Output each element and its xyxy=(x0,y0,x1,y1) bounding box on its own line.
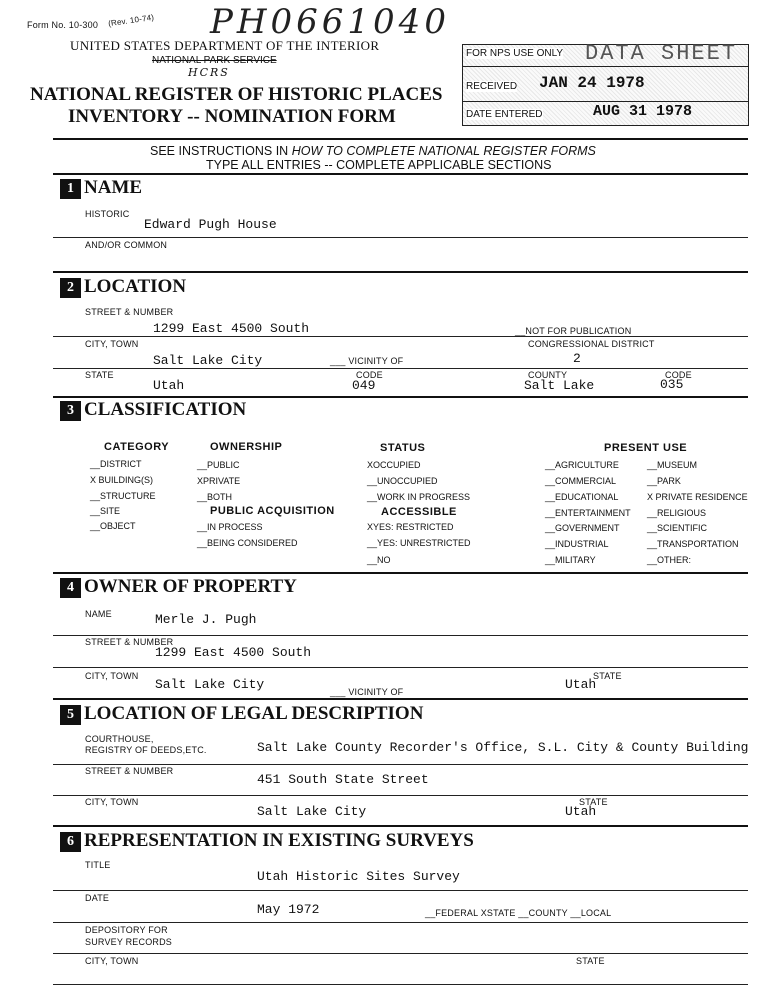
owner-vicinity-label: ___ VICINITY OF xyxy=(330,687,404,697)
rule xyxy=(53,953,748,954)
rule xyxy=(53,173,748,175)
use-option: __MILITARY xyxy=(545,555,596,565)
owner-city-value: Salt Lake City xyxy=(155,677,265,692)
use-option: X PRIVATE RESIDENCE xyxy=(647,492,748,502)
accessible-option: __NO xyxy=(367,555,391,565)
use-option: __AGRICULTURE xyxy=(545,460,619,470)
congressional-district-value: 2 xyxy=(573,351,581,366)
owner-name-label: NAME xyxy=(85,609,112,619)
courthouse-value: Salt Lake County Recorder's Office, S.L. City & County Building xyxy=(257,740,749,755)
received-stamp: JAN 24 1978 xyxy=(539,74,645,92)
category-option: __DISTRICT xyxy=(90,459,142,469)
nps-divider xyxy=(463,101,748,102)
section-number: 5 xyxy=(60,705,81,725)
date-entered-label: DATE ENTERED xyxy=(466,109,543,120)
category-option: __OBJECT xyxy=(90,521,136,531)
use-option: __OTHER: xyxy=(647,555,692,565)
category-option: __SITE xyxy=(90,506,121,516)
acquisition-option: __IN PROCESS xyxy=(197,522,263,532)
nps-use-label: FOR NPS USE ONLY xyxy=(466,48,564,59)
depository-city-label: CITY, TOWN xyxy=(85,956,139,966)
rule xyxy=(53,764,748,765)
rule xyxy=(53,635,748,636)
received-label: RECEIVED xyxy=(466,81,518,92)
rule xyxy=(53,922,748,923)
use-option: __RELIGIOUS xyxy=(647,508,707,518)
category-heading: CATEGORY xyxy=(104,441,170,453)
rule xyxy=(53,667,748,668)
present-use-heading: PRESENT USE xyxy=(604,442,688,454)
nps-use-box xyxy=(462,41,749,126)
rule xyxy=(53,890,748,891)
use-option: __SCIENTIFIC xyxy=(647,523,708,533)
street-value: 1299 East 4500 South xyxy=(153,321,310,336)
rule xyxy=(53,237,748,238)
section-number: 6 xyxy=(60,832,81,852)
acquisition-option: __BEING CONSIDERED xyxy=(197,538,298,548)
section-title: NAME xyxy=(84,177,143,198)
rule xyxy=(53,138,748,140)
owner-state-label: STATE xyxy=(593,671,622,681)
rule xyxy=(53,368,748,369)
legal-street-value: 451 South State Street xyxy=(257,772,429,787)
section-number: 3 xyxy=(60,401,81,421)
state-value: Utah xyxy=(153,378,185,393)
historic-label: HISTORIC xyxy=(85,209,130,219)
instructions-text: SEE INSTRUCTIONS IN xyxy=(150,144,292,158)
legal-city-label: CITY, TOWN xyxy=(85,797,139,807)
common-name-label: AND/OR COMMON xyxy=(85,240,168,250)
legal-street-label: STREET & NUMBER xyxy=(85,766,174,776)
ownership-heading: OWNERSHIP xyxy=(210,441,283,453)
state-label: STATE xyxy=(85,370,114,380)
depository-state-label: STATE xyxy=(576,956,605,966)
use-option: __COMMERCIAL xyxy=(545,476,617,486)
legal-state-label: STATE xyxy=(579,797,608,807)
accessible-heading: ACCESSIBLE xyxy=(381,506,457,518)
instructions-reference: HOW TO COMPLETE NATIONAL REGISTER FORMS xyxy=(291,144,596,158)
rule xyxy=(53,795,748,796)
owner-city-label: CITY, TOWN xyxy=(85,671,139,681)
public-acquisition-heading: PUBLIC ACQUISITION xyxy=(210,505,335,517)
county-value: Salt Lake xyxy=(524,378,595,393)
use-option: __EDUCATIONAL xyxy=(545,492,619,502)
rule xyxy=(53,572,748,574)
code-label: CODE xyxy=(356,370,383,380)
county-code-label: CODE xyxy=(665,370,692,380)
use-option: __INDUSTRIAL xyxy=(545,539,609,549)
county-code-value: 035 xyxy=(660,377,684,392)
survey-date-value: May 1972 xyxy=(257,902,320,917)
rule xyxy=(53,984,748,985)
use-option: __GOVERNMENT xyxy=(545,523,620,533)
use-option: __ENTERTAINMENT xyxy=(545,508,631,518)
survey-title-label: TITLE xyxy=(85,860,111,870)
section-title: CLASSIFICATION xyxy=(84,399,247,420)
use-option: __MUSEUM xyxy=(647,460,698,470)
code-value: 049 xyxy=(352,378,376,393)
handwritten-hcrs: HCRS xyxy=(188,66,230,79)
status-option: __UNOCCUPIED xyxy=(367,476,438,486)
depository-label: DEPOSITORY FOR xyxy=(85,925,168,935)
survey-records-label: SURVEY RECORDS xyxy=(85,937,172,947)
section-number: 2 xyxy=(60,278,81,298)
form-title-line1: NATIONAL REGISTER OF HISTORIC PLACES xyxy=(30,84,443,105)
form-number: Form No. 10-300 xyxy=(27,20,99,30)
section-number: 1 xyxy=(60,179,81,199)
use-option: __PARK xyxy=(647,476,681,486)
section-title: LOCATION xyxy=(84,276,187,297)
form-title-line2: INVENTORY -- NOMINATION FORM xyxy=(68,106,396,127)
status-option: XOCCUPIED xyxy=(367,460,421,470)
city-label: CITY, TOWN xyxy=(85,339,139,349)
ownership-option: __BOTH xyxy=(197,492,233,502)
nps-divider xyxy=(463,66,748,67)
legal-city-value: Salt Lake City xyxy=(257,804,367,819)
not-for-publication: __NOT FOR PUBLICATION xyxy=(515,326,632,336)
form-revision: (Rev. 10-74) xyxy=(107,12,155,29)
courthouse-label: COURTHOUSE, xyxy=(85,734,154,744)
accessible-option: __YES: UNRESTRICTED xyxy=(367,538,471,548)
registry-label: REGISTRY OF DEEDS,ETC. xyxy=(85,745,207,755)
city-value: Salt Lake City xyxy=(153,353,263,368)
accessible-option: XYES: RESTRICTED xyxy=(367,522,454,532)
instructions-line2: TYPE ALL ENTRIES -- COMPLETE APPLICABLE SECTIONS xyxy=(206,158,552,172)
section-title: OWNER OF PROPERTY xyxy=(84,576,297,597)
rule xyxy=(53,336,748,337)
owner-street-value: 1299 East 4500 South xyxy=(155,645,312,660)
congressional-district-label: CONGRESSIONAL DISTRICT xyxy=(528,339,655,349)
legal-state-value: Utah xyxy=(565,804,597,819)
owner-name-value: Merle J. Pugh xyxy=(155,612,257,627)
rule xyxy=(53,396,748,398)
rule xyxy=(53,271,748,273)
department: UNITED STATES DEPARTMENT OF THE INTERIOR xyxy=(70,38,380,53)
section-title: LOCATION OF LEGAL DESCRIPTION xyxy=(84,703,424,724)
status-heading: STATUS xyxy=(380,442,426,454)
handwritten-id: PH0661040 xyxy=(210,2,450,42)
ownership-option: __PUBLIC xyxy=(197,460,240,470)
category-option: __STRUCTURE xyxy=(90,491,156,501)
section-title: REPRESENTATION IN EXISTING SURVEYS xyxy=(84,830,474,851)
rule xyxy=(53,698,748,700)
ownership-option: XPRIVATE xyxy=(197,476,241,486)
entered-stamp: AUG 31 1978 xyxy=(593,103,693,120)
county-label: COUNTY xyxy=(528,370,568,380)
instructions-line1 xyxy=(150,144,596,158)
status-option: __WORK IN PROGRESS xyxy=(367,492,471,502)
survey-title-value: Utah Historic Sites Survey xyxy=(257,869,460,884)
owner-street-label: STREET & NUMBER xyxy=(85,637,174,647)
street-label: STREET & NUMBER xyxy=(85,307,174,317)
vicinity-label: ___ VICINITY OF xyxy=(330,356,404,366)
service-struck: NATIONAL PARK SERVICE xyxy=(152,55,277,66)
survey-date-label: DATE xyxy=(85,893,110,903)
survey-level-options: __FEDERAL XSTATE __COUNTY __LOCAL xyxy=(425,908,612,918)
category-option: X BUILDING(S) xyxy=(90,475,154,485)
rule xyxy=(53,825,748,827)
data-sheet-stamp: DATA SHEET xyxy=(585,41,738,66)
owner-state-value: Utah xyxy=(565,677,597,692)
historic-name: Edward Pugh House xyxy=(144,217,277,232)
use-option: __TRANSPORTATION xyxy=(647,539,739,549)
section-number: 4 xyxy=(60,578,81,598)
